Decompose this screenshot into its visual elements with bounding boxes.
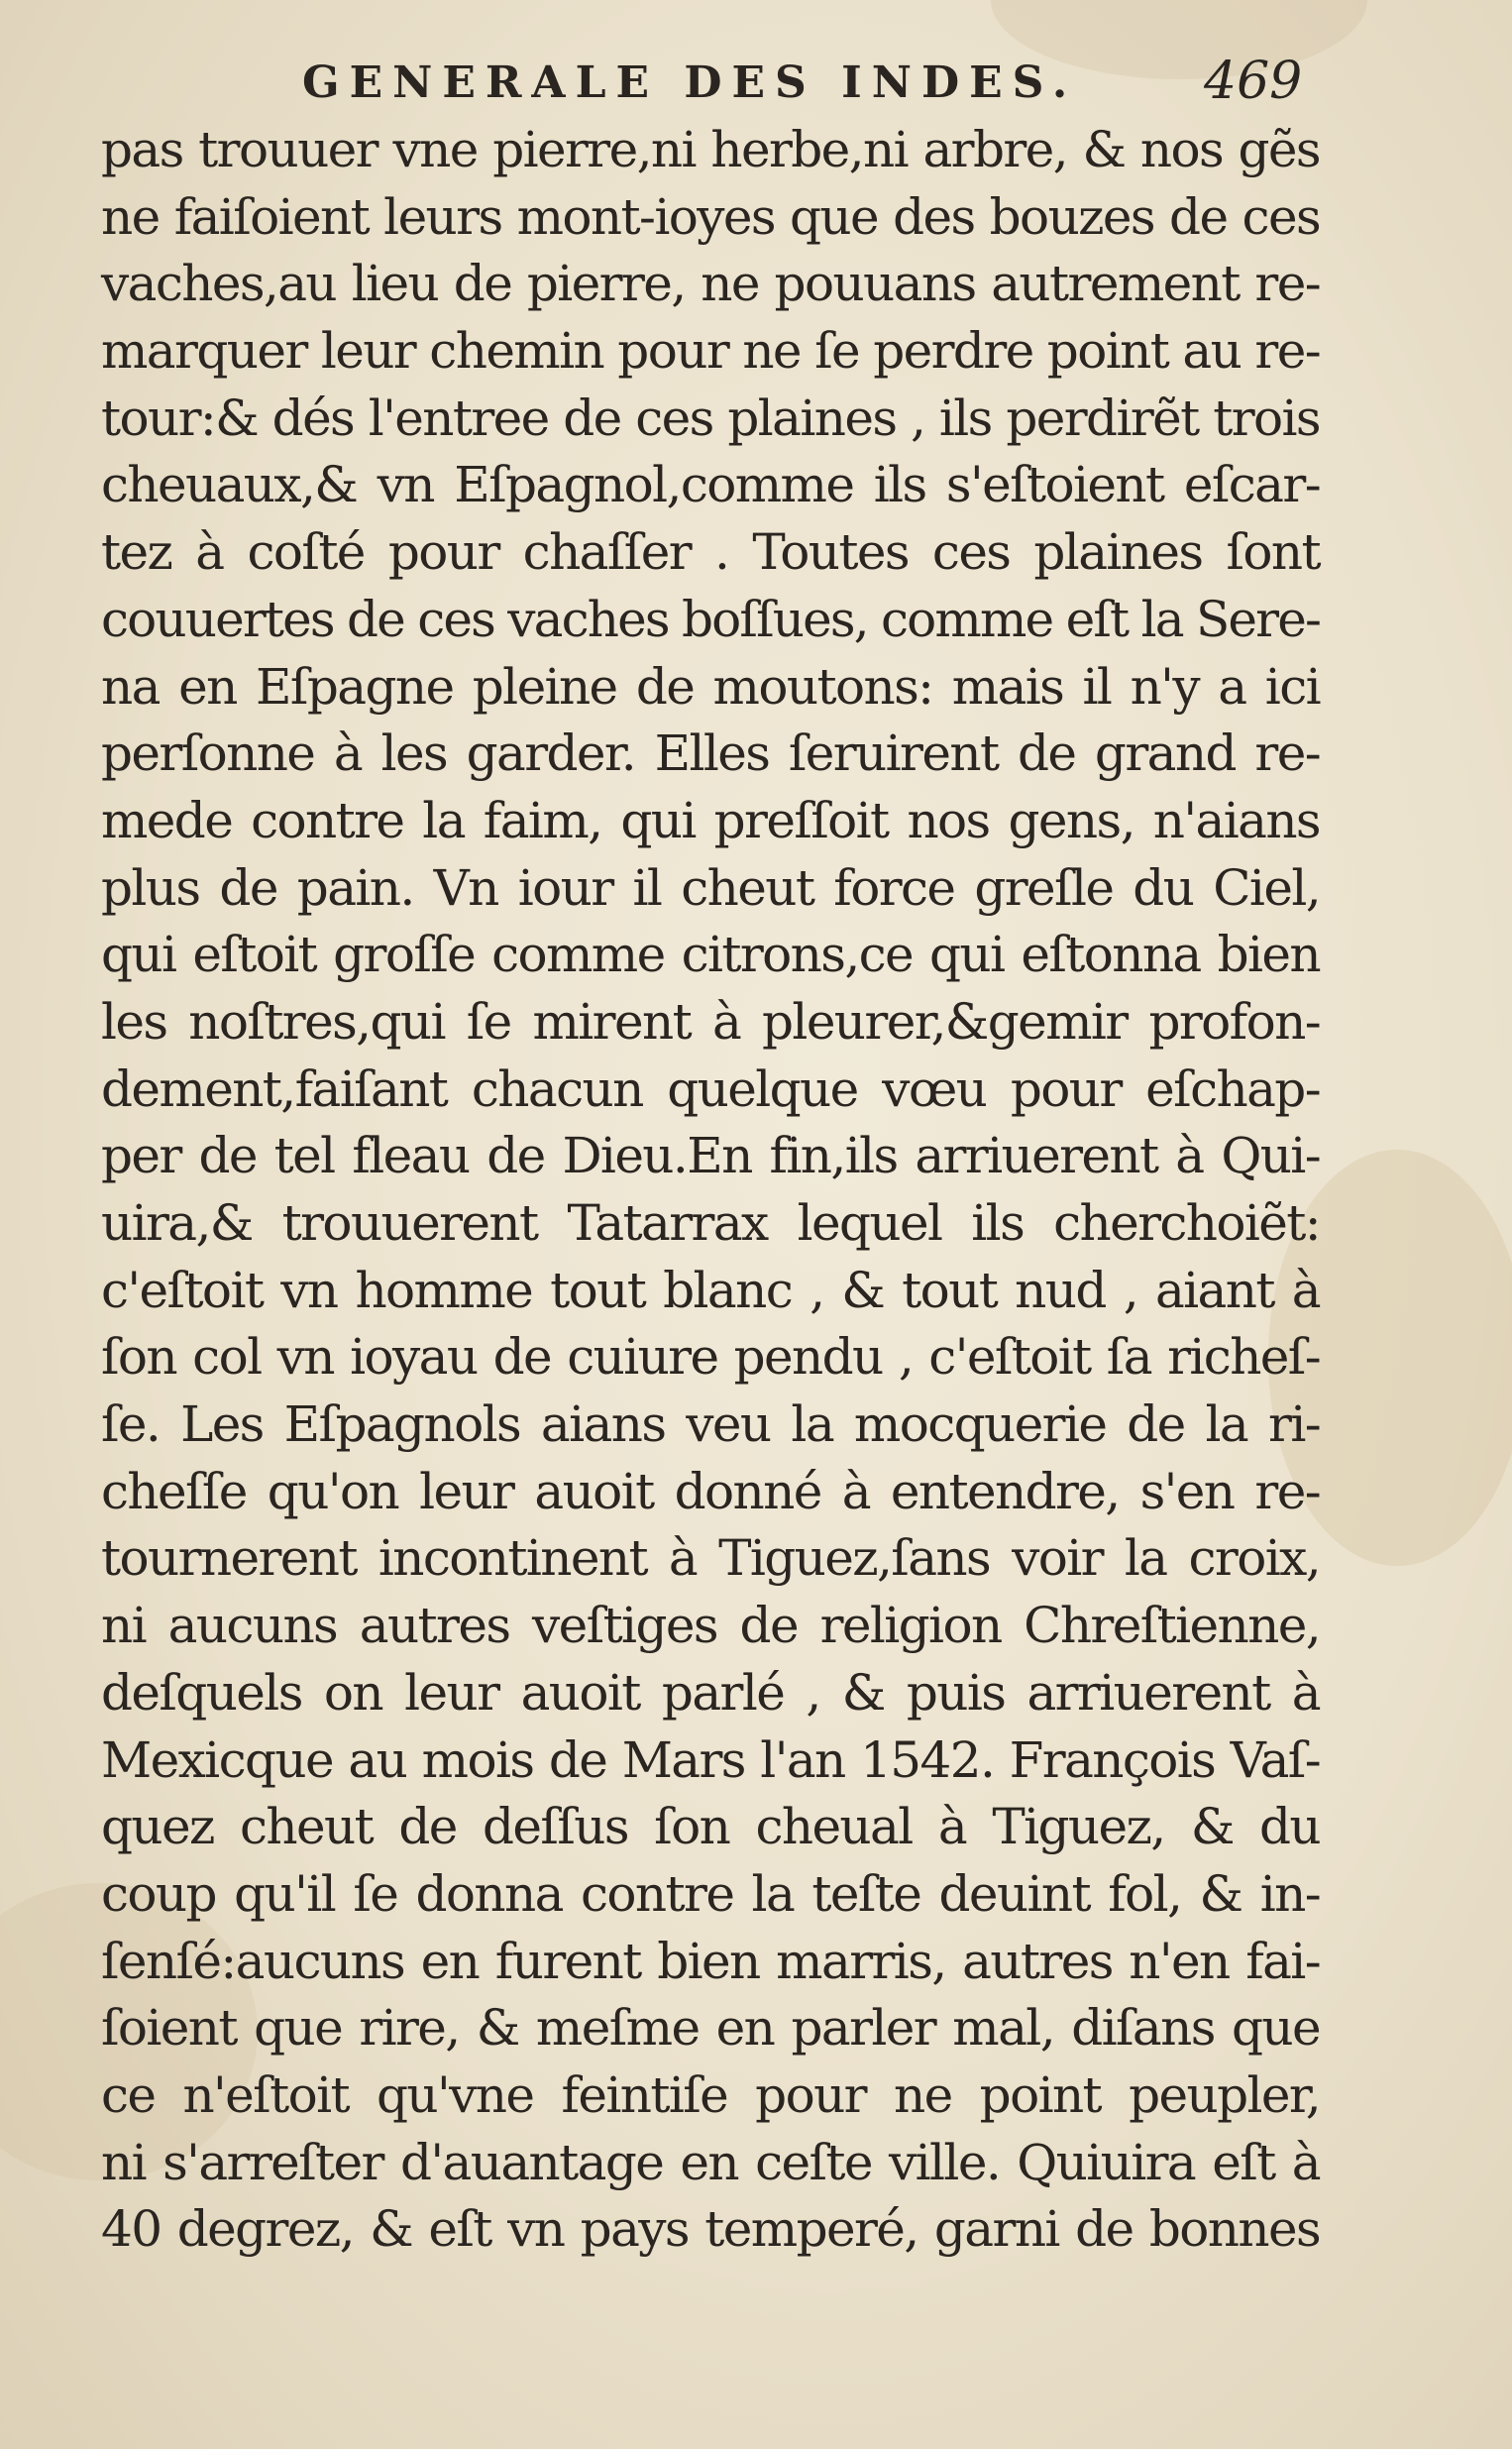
text-line: tournerent incontinent à Tiguez,ſans voir la croix, xyxy=(101,1529,1320,1588)
text-line: ce n'eſtoit qu'vne feintiſe pour ne point peupler, xyxy=(101,2065,1320,2124)
text-line: mede contre la faim, qui preſſoit nos gens, n'aians xyxy=(101,791,1320,849)
text-line: qui eſtoit groſſe comme citrons,ce qui eſtonna bien xyxy=(101,926,1320,984)
text-line: coup qu'il ſe donna contre la teſte deuint fol, & in- xyxy=(101,1864,1320,1923)
text-line: tour:& dés l'entree de ces plaines , ils perdirẽt trois xyxy=(101,389,1320,447)
text-line: per de tel fleau de Dieu.En fin,ils arriuerent à Qui- xyxy=(101,1127,1320,1185)
running-title: GENERALE DES INDES. xyxy=(302,57,1078,108)
text-line: ſoient que rire, & meſme en parler mal, diſans que xyxy=(101,1999,1320,2058)
text-line: ni s'arreſter d'auantage en ceſte ville. Quiuira eſt à xyxy=(101,2133,1320,2191)
text-line: vaches,au lieu de pierre, ne pouuans autrement re- xyxy=(101,255,1320,313)
text-line: Mexicque au mois de Mars l'an 1542. François Vaſ- xyxy=(101,1730,1320,1789)
text-line: ſon col vn ioyau de cuiure pendu , c'eſtoit ſa richeſ- xyxy=(101,1328,1320,1387)
text-line: ſe. Les Eſpagnols aians veu la mocquerie de la ri- xyxy=(101,1395,1320,1454)
text-line: pas trouuer vne pierre,ni herbe,ni arbre, & nos gẽs xyxy=(101,121,1320,178)
text-line: ſenſé:aucuns en furent bien marris, autres n'en fai- xyxy=(101,1932,1320,1990)
text-line: couuertes de ces vaches boſſues, comme eſt la Sere- xyxy=(101,590,1320,648)
text-line: cheſſe qu'on leur auoit donné à entendre, s'en re- xyxy=(101,1462,1320,1520)
text-line: marquer leur chemin pour ne ſe perdre point au re- xyxy=(101,322,1320,381)
text-line: plus de pain. Vn iour il cheut force greſle du Ciel, xyxy=(101,858,1320,917)
body-text xyxy=(101,117,1320,2264)
page-header xyxy=(109,52,1318,121)
text-line: quez cheut de deſſus ſon cheual à Tiguez, & du xyxy=(101,1798,1320,1856)
text-line: cheuaux,& vn Eſpagnol,comme ils s'eſtoient eſcar- xyxy=(101,456,1320,514)
text-line: tez à coſté pour chaſſer . Toutes ces plaines ſont xyxy=(101,523,1320,582)
text-line: dement,faiſant chacun quelque vœu pour eſchap- xyxy=(101,1059,1320,1118)
text-line: na en Eſpagne pleine de moutons: mais il n'y a ici xyxy=(101,657,1320,716)
text-line: deſquels on leur auoit parlé , & puis arriuerent à xyxy=(101,1663,1320,1722)
text-line: ne faiſoient leurs mont-ioyes que des bouzes de ces xyxy=(101,187,1320,246)
text-line: ni aucuns autres veſtiges de religion Chreſtienne, xyxy=(101,1597,1320,1655)
text-line: 40 degrez, & eſt vn pays temperé, garni de bonnes xyxy=(101,2200,1320,2259)
text-line: uira,& trouuerent Tatarrax lequel ils cherchoiẽt: xyxy=(101,1194,1320,1252)
text-line: les noſtres,qui ſe mirent à pleurer,&gemir profon- xyxy=(101,992,1320,1051)
text-line: perſonne à les garder. Elles ſeruirent de grand re- xyxy=(101,724,1320,783)
page-number: 469 xyxy=(1204,52,1303,111)
text-line: c'eſtoit vn homme tout blanc , & tout nud , aiant à xyxy=(101,1261,1320,1319)
